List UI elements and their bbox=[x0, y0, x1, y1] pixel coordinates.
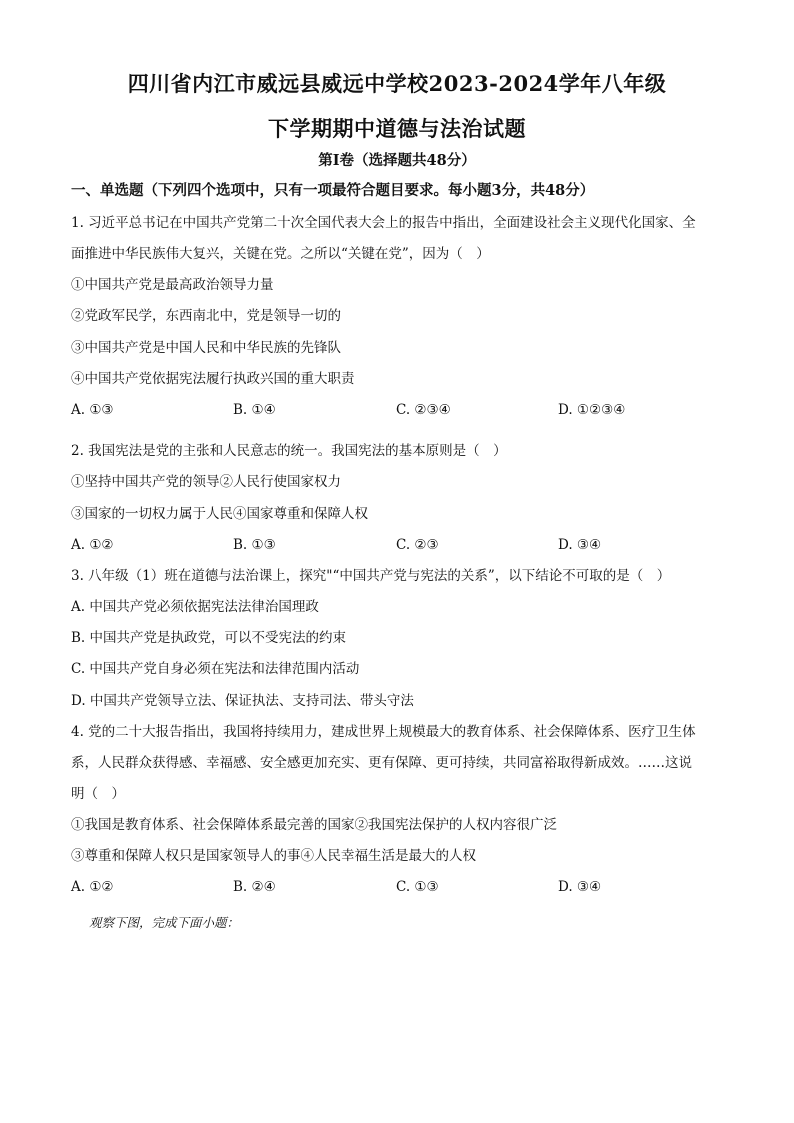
q4-option-c: C. ①③ bbox=[396, 879, 439, 895]
q4-stem-line2: 系，人民群众获得感、幸福感、安全感更加充实、更有保障、更可持续，共同富裕取得新成效。……这说 bbox=[71, 755, 692, 771]
q1-statement-4: ④中国共产党依据宪法履行执政兴国的重大职责 bbox=[71, 371, 355, 387]
q2-stem: 2. 我国宪法是党的主张和人民意志的统一。我国宪法的基本原则是（ ） bbox=[71, 443, 507, 459]
q1-stem-line2: 面推进中华民族伟大复兴，关键在党。之所以“关键在党”，因为（ ） bbox=[71, 246, 490, 262]
q4-option-d: D. ③④ bbox=[558, 879, 602, 895]
q1-option-d: D. ①②③④ bbox=[558, 402, 626, 418]
q4-option-a: A. ①② bbox=[71, 879, 114, 895]
q1-statement-1: ①中国共产党是最高政治领导力量 bbox=[71, 277, 274, 293]
q2-option-c: C. ②③ bbox=[396, 537, 439, 553]
q4-statement-2: ③尊重和保障人权只是国家领导人的事④人民幸福生活是最大的人权 bbox=[71, 848, 476, 864]
page-title-line2: 下学期期中道德与法治试题 bbox=[268, 116, 526, 141]
q1-statement-2: ②党政军民学，东西南北中，党是领导一切的 bbox=[71, 308, 341, 324]
q1-stem-line1: 1. 习近平总书记在中国共产党第二十次全国代表大会上的报告中指出，全面建设社会主义现代化国家、全 bbox=[71, 215, 696, 231]
q3-stem: 3. 八年级（1）班在道德与法治课上，探究"“中国共产党与宪法的关系”，以下结论不可取的是（ ） bbox=[71, 568, 671, 584]
q3-option-d: D. 中国共产党领导立法、保证执法、支持司法、带头守法 bbox=[71, 693, 414, 709]
q4-statement-1: ①我国是教育体系、社会保障体系最完善的国家②我国宪法保护的人权内容很广泛 bbox=[71, 817, 557, 833]
q1-option-c: C. ②③④ bbox=[396, 402, 451, 418]
q2-option-d: D. ③④ bbox=[558, 537, 602, 553]
q2-statement-1: ①坚持中国共产党的领导②人民行使国家权力 bbox=[71, 474, 341, 490]
q4-option-b: B. ②④ bbox=[233, 879, 276, 895]
q1-option-a: A. ①③ bbox=[71, 402, 114, 418]
figure-instruction: 观察下图，完成下面小题： bbox=[89, 915, 240, 930]
q2-statement-2: ③国家的一切权力属于人民④国家尊重和保障人权 bbox=[71, 506, 368, 522]
section-heading: 一、单选题（下列四个选项中，只有一项最符合题目要求。每小题3分，共48分） bbox=[71, 182, 595, 199]
volume-subtitle: 第Ⅰ卷（选择题共48分） bbox=[318, 152, 476, 169]
q4-stem-line3: 明（ ） bbox=[71, 786, 125, 802]
q3-option-b: B. 中国共产党是执政党，可以不受宪法的约束 bbox=[71, 630, 347, 646]
q1-option-b: B. ①④ bbox=[233, 402, 276, 418]
q1-statement-3: ③中国共产党是中国人民和中华民族的先锋队 bbox=[71, 340, 341, 356]
q4-stem-line1: 4. 党的二十大报告指出，我国将持续用力，建成世界上规模最大的教育体系、社会保障体系、医疗卫生体 bbox=[71, 724, 696, 740]
q2-option-b: B. ①③ bbox=[233, 537, 276, 553]
q3-option-c: C. 中国共产党自身必须在宪法和法律范围内活动 bbox=[71, 661, 360, 677]
q3-option-a: A. 中国共产党必须依据宪法法律治国理政 bbox=[71, 599, 319, 615]
q2-option-a: A. ①② bbox=[71, 537, 114, 553]
page-title-line1: 四川省内江市威远县威远中学校2023-2024学年八年级 bbox=[127, 71, 667, 96]
